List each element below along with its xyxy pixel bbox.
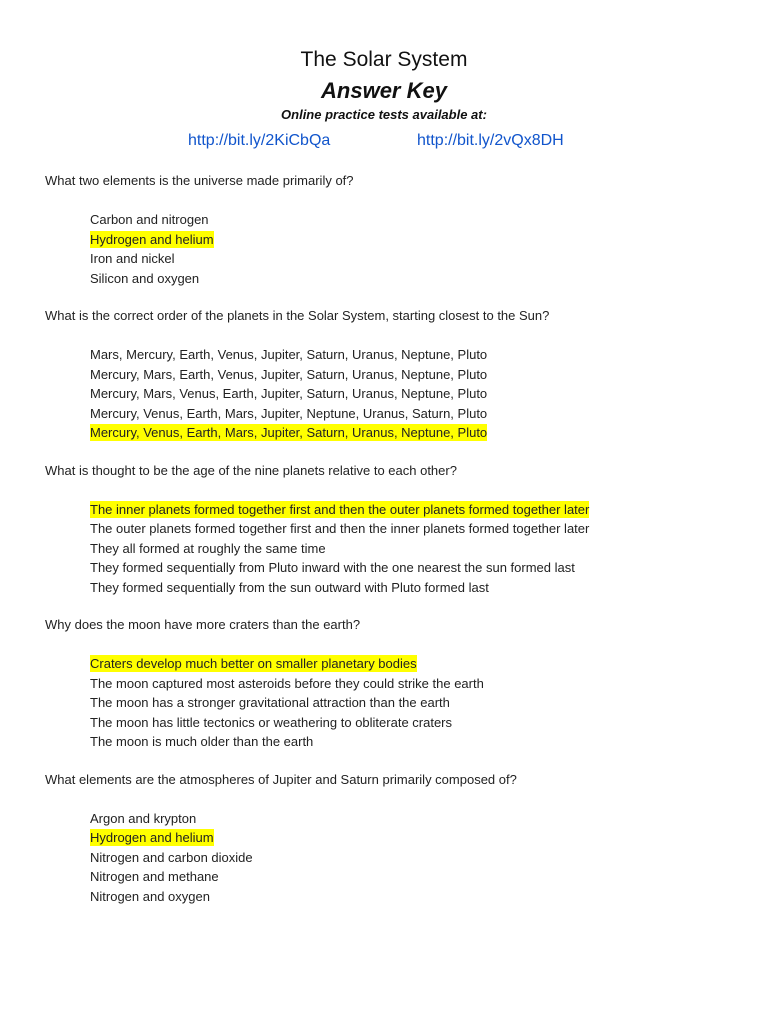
- answer-option: [90, 210, 745, 230]
- correct-answer-option: [90, 828, 745, 848]
- highlighted-answer-text: Craters develop much better on smaller planetary bodies: [90, 656, 417, 671]
- answer-option: [90, 558, 745, 578]
- answer-option: [90, 887, 745, 907]
- practice-link-1[interactable]: http://bit.ly/2KiCbQa: [188, 132, 331, 149]
- answer-options: [90, 210, 745, 288]
- question-text: What is the correct order of the planets in the Solar System, starting closest to the Sun?: [45, 308, 550, 323]
- correct-answer-option: [90, 654, 745, 674]
- highlighted-answer-text: Mercury, Venus, Earth, Mars, Jupiter, Saturn, Uranus, Neptune, Pluto: [90, 425, 488, 440]
- answer-text: Argon and krypton: [90, 810, 197, 826]
- questions-list: [45, 172, 745, 925]
- answer-option: [90, 867, 745, 887]
- answer-text: Silicon and oxygen: [90, 270, 200, 286]
- document-title: The Solar System: [300, 48, 468, 71]
- answer-option: [90, 713, 745, 733]
- answer-text: Nitrogen and methane: [90, 869, 219, 884]
- answer-option: [90, 519, 745, 539]
- answer-options: [90, 809, 745, 907]
- answer-option: [90, 404, 745, 424]
- highlighted-answer-text: The inner planets formed together first and then the outer planets formed together later: [90, 501, 590, 517]
- answer-text: They all formed at roughly the same time: [90, 540, 326, 556]
- correct-answer-option: [90, 500, 745, 520]
- answer-text: Mercury, Mars, Earth, Venus, Jupiter, Saturn, Uranus, Neptune, Pluto: [90, 366, 488, 382]
- answer-text: Mercury, Mars, Venus, Earth, Jupiter, Saturn, Uranus, Neptune, Pluto: [90, 386, 488, 401]
- answer-text: Nitrogen and oxygen: [90, 888, 210, 904]
- practice-tests-note: Online practice tests available at:: [281, 107, 487, 122]
- answer-text: Mercury, Venus, Earth, Mars, Jupiter, Neptune, Uranus, Saturn, Pluto: [90, 405, 488, 421]
- answer-text: Iron and nickel: [90, 251, 175, 266]
- question-block: [45, 462, 745, 598]
- answer-text: Carbon and nitrogen: [90, 212, 209, 227]
- answer-option: [90, 674, 745, 694]
- answer-text: The moon is much older than the earth: [90, 734, 314, 749]
- answer-option: [90, 539, 745, 559]
- answer-text: The moon has little tectonics or weathering to obliterate craters: [90, 714, 453, 730]
- answer-options: [90, 500, 745, 598]
- answer-options: [90, 654, 745, 752]
- highlighted-answer-text: Hydrogen and helium: [90, 231, 214, 247]
- answer-option: [90, 345, 745, 365]
- answer-text: The moon captured most asteroids before they could strike the earth: [90, 675, 484, 691]
- question-block: [45, 771, 745, 907]
- answer-option: [90, 693, 745, 713]
- correct-answer-option: [90, 230, 745, 250]
- question-text: What is thought to be the age of the nine planets relative to each other?: [45, 462, 457, 478]
- answer-option: [90, 384, 745, 404]
- practice-link-2[interactable]: http://bit.ly/2vQx8DH: [417, 132, 564, 149]
- question-block: [45, 616, 745, 752]
- correct-answer-option: [90, 423, 745, 443]
- answer-option: [90, 732, 745, 752]
- answer-option: [90, 809, 745, 829]
- document-header: [0, 46, 768, 124]
- answer-text: The outer planets formed together first and then the inner planets formed together later: [90, 521, 590, 536]
- question-text: What two elements is the universe made primarily of?: [45, 173, 354, 188]
- answer-option: [90, 578, 745, 598]
- question-block: [45, 307, 745, 443]
- answer-option: [90, 269, 745, 289]
- answer-text: Nitrogen and carbon dioxide: [90, 849, 253, 865]
- answer-text: They formed sequentially from the sun outward with Pluto formed last: [90, 579, 489, 595]
- answer-option: [90, 848, 745, 868]
- answer-text: They formed sequentially from Pluto inward with the one nearest the sun formed last: [90, 560, 575, 575]
- document-subtitle: Answer Key: [321, 78, 447, 103]
- answer-option: [90, 249, 745, 269]
- question-block: [45, 172, 745, 288]
- question-text: Why does the moon have more craters than the earth?: [45, 617, 361, 632]
- answer-options: [90, 345, 745, 443]
- practice-links: [0, 130, 768, 154]
- answer-text: Mars, Mercury, Earth, Venus, Jupiter, Saturn, Uranus, Neptune, Pluto: [90, 347, 488, 362]
- answer-text: The moon has a stronger gravitational attraction than the earth: [90, 695, 450, 710]
- answer-option: [90, 365, 745, 385]
- question-text: What elements are the atmospheres of Jupiter and Saturn primarily composed of?: [45, 771, 517, 787]
- highlighted-answer-text: Hydrogen and helium: [90, 830, 214, 845]
